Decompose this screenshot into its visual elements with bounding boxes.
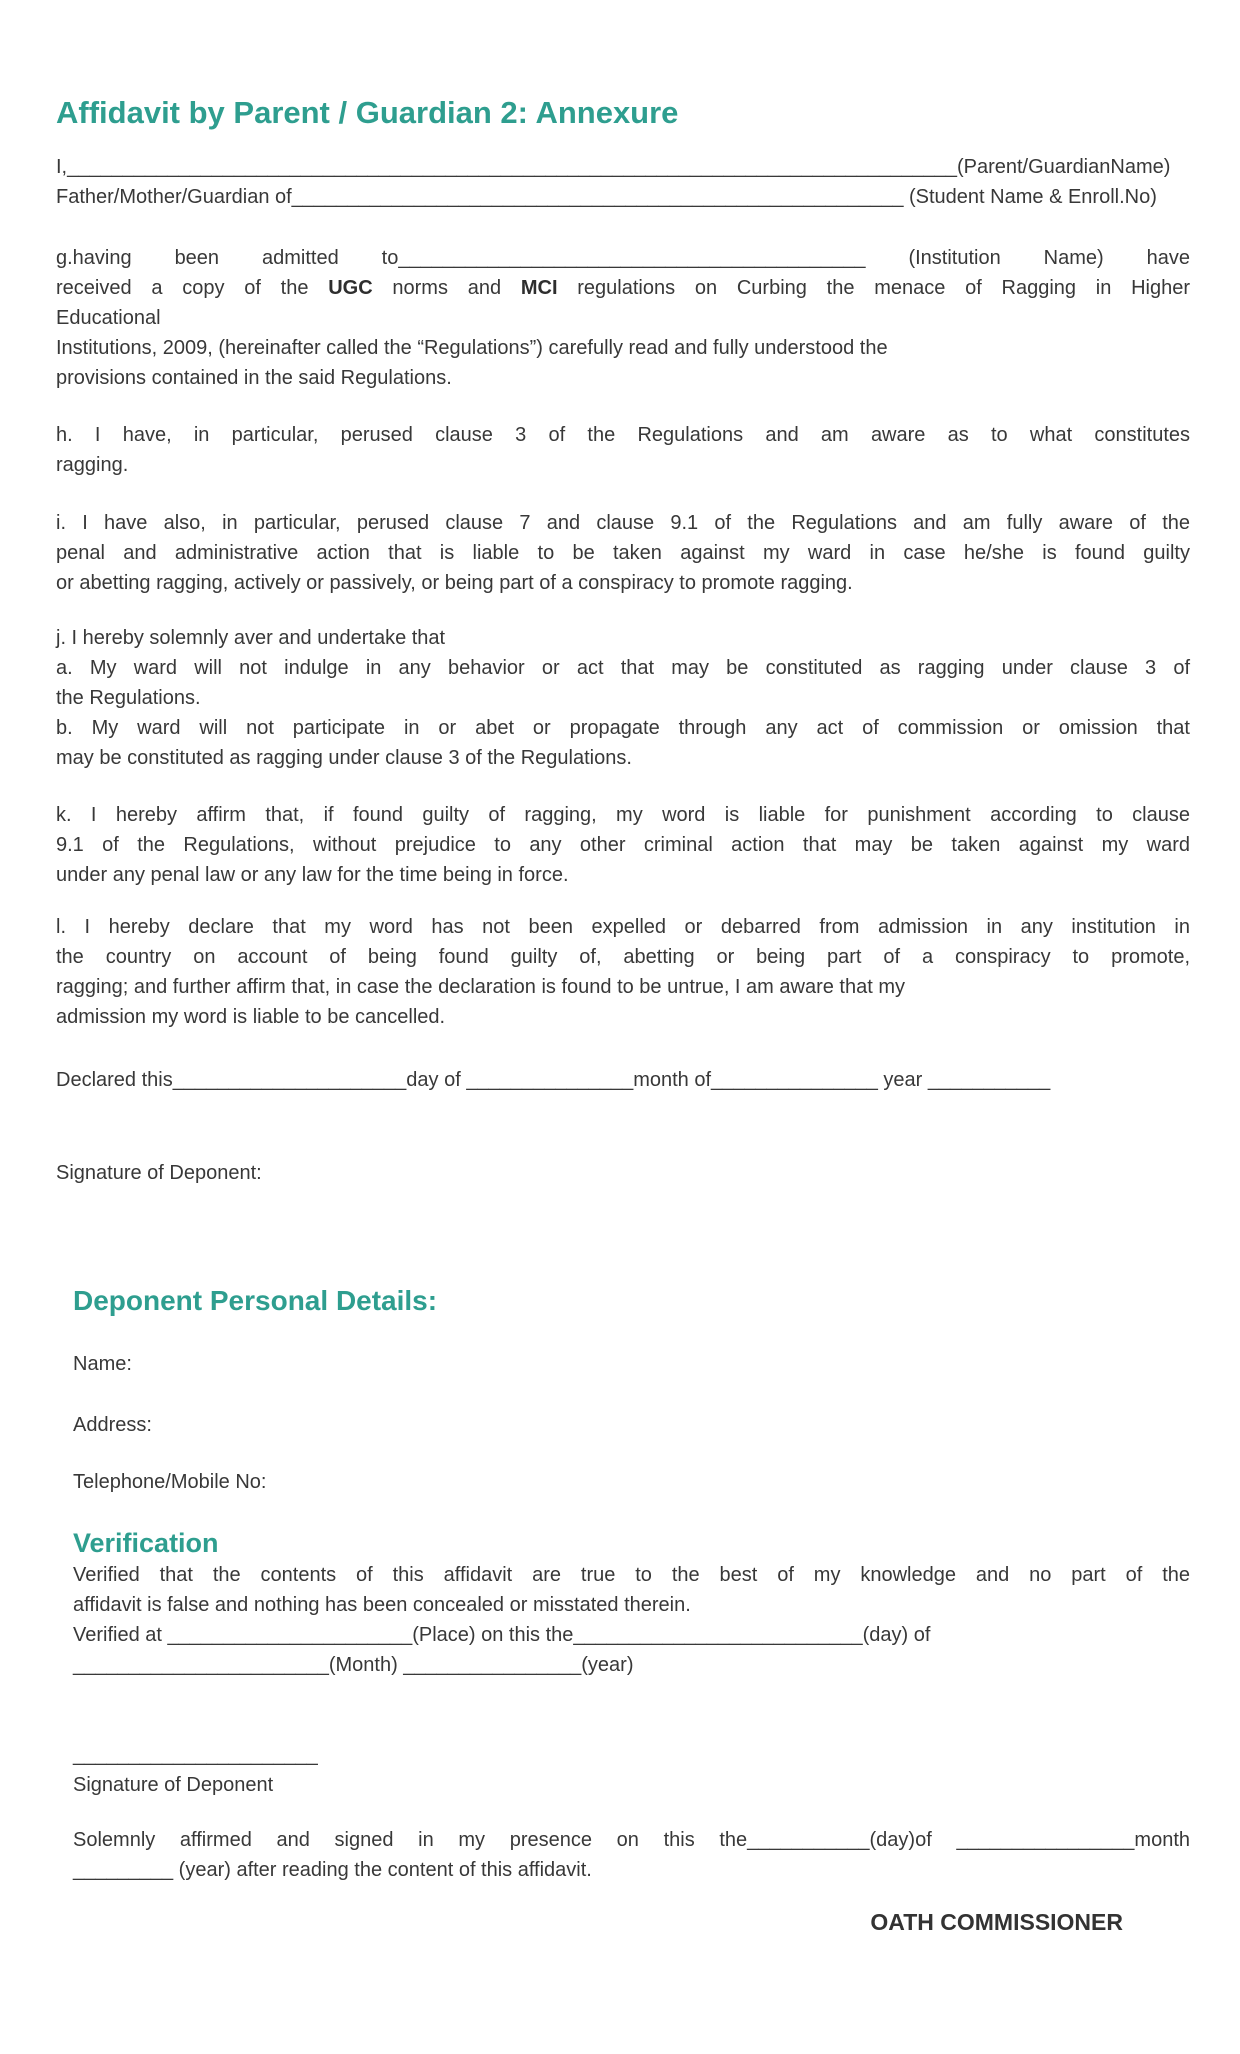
clause-h-line-1: h. I have, in particular, perused clause 3 of the Regulations and am aware as to what constitutes bbox=[56, 424, 1190, 446]
clause-l-line-3: ragging; and further affirm that, in case the declaration is found to be untrue, I am aware that my bbox=[56, 976, 905, 998]
signature-of-deponent-label: Signature of Deponent: bbox=[56, 1162, 262, 1184]
clause-j bbox=[56, 623, 1190, 773]
clause-i bbox=[56, 508, 1190, 598]
ugc-bold-text: UGC bbox=[328, 277, 373, 299]
clause-g-line-1: g.having been admitted to__________________________________________ (Institution Name) have bbox=[56, 247, 1190, 269]
oath-line-1: Solemnly affirmed and signed in my presence on this the___________(day)of ________________month bbox=[73, 1829, 1190, 1851]
clause-k-line-2: 9.1 of the Regulations, without prejudice to any other criminal action that may be taken against my ward bbox=[56, 834, 1190, 856]
clause-l-line-4: admission my word is liable to be cancelled. bbox=[56, 1006, 446, 1028]
intro-line-parent-name: I,________________________________________________________________________________(Parent/GuardianName) bbox=[56, 156, 1171, 178]
clause-j-line-5: may be constituted as ragging under clause 3 of the Regulations. bbox=[56, 747, 632, 769]
clause-k bbox=[56, 800, 1190, 890]
clause-j-line-2: a. My ward will not indulge in any behavior or act that may be constituted as ragging under clause 3 of bbox=[56, 657, 1190, 679]
signature-block bbox=[73, 1740, 1190, 1800]
clause-g-line-2-post: regulations on Curbing the menace of Ragging in Higher bbox=[557, 277, 1191, 299]
clause-g-line-3: Educational bbox=[56, 307, 161, 329]
field-name-label: Name: bbox=[73, 1353, 132, 1375]
declared-date-line: Declared this_____________________day of _______________month of_______________ year ___________ bbox=[56, 1069, 1051, 1091]
mci-bold-text: MCI bbox=[520, 277, 558, 299]
clause-i-line-1: i. I have also, in particular, perused clause 7 and clause 9.1 of the Regulations and am fully aware of the bbox=[56, 512, 1190, 534]
intro-block bbox=[56, 152, 1190, 212]
clause-g-line-2-mid: norms and bbox=[372, 277, 521, 299]
clause-g-line-2 bbox=[56, 273, 1190, 303]
clause-i-line-2: penal and administrative action that is liable to be taken against my ward in case he/she is found guilty bbox=[56, 542, 1190, 564]
oath-commissioner-label: OATH COMMISSIONER bbox=[870, 1909, 1123, 1935]
clause-l-line-1: l. I hereby declare that my word has not been expelled or debarred from admission in any institution in bbox=[56, 916, 1190, 938]
verification-line-1: Verified that the contents of this affidavit are true to the best of my knowledge and no part of the bbox=[73, 1564, 1190, 1586]
intro-line-student-name: Father/Mother/Guardian of_______________________________________________________ (Student Name & Enroll.No) bbox=[56, 186, 1157, 208]
verification-paragraph bbox=[73, 1560, 1190, 1680]
clause-g-line-4: Institutions, 2009, (hereinafter called the “Regulations”) carefully read and fully understood the bbox=[56, 337, 888, 359]
verification-place-day-line: Verified at ______________________(Place) on this the__________________________(day) of bbox=[73, 1624, 931, 1646]
clause-g-line-5: provisions contained in the said Regulations. bbox=[56, 367, 452, 389]
clause-j-line-4: b. My ward will not participate in or abet or propagate through any act of commission or omission that bbox=[56, 717, 1190, 739]
page-title: Affidavit by Parent / Guardian 2: Annexure bbox=[56, 95, 679, 130]
clause-h-line-2: ragging. bbox=[56, 454, 129, 476]
signature-block-label: Signature of Deponent bbox=[73, 1774, 274, 1796]
clause-i-line-3: or abetting ragging, actively or passively, or being part of a conspiracy to promote ragging. bbox=[56, 572, 853, 594]
clause-h bbox=[56, 420, 1190, 480]
oath-line-2: _________ (year) after reading the content of this affidavit. bbox=[73, 1859, 592, 1881]
clause-l bbox=[56, 912, 1190, 1032]
field-address-label: Address: bbox=[73, 1414, 152, 1436]
verification-heading: Verification bbox=[73, 1528, 219, 1558]
clause-g bbox=[56, 243, 1190, 393]
verification-line-2: affidavit is false and nothing has been concealed or misstated therein. bbox=[73, 1594, 691, 1616]
deponent-details-heading: Deponent Personal Details: bbox=[73, 1285, 438, 1316]
clause-g-line-2-pre: received a copy of the bbox=[56, 277, 329, 299]
clause-j-line-1: j. I hereby solemnly aver and undertake that bbox=[56, 627, 446, 649]
oath-commissioner-row bbox=[56, 1907, 1190, 1939]
clause-j-line-3: the Regulations. bbox=[56, 687, 201, 709]
clause-l-line-2: the country on account of being found guilty of, abetting or being part of a conspiracy to promote, bbox=[56, 946, 1190, 968]
oath-paragraph bbox=[73, 1825, 1190, 1885]
signature-line: ______________________ bbox=[73, 1744, 318, 1766]
verification-month-year-line: _______________________(Month) ________________(year) bbox=[73, 1654, 634, 1676]
clause-k-line-1: k. I hereby affirm that, if found guilty of ragging, my word is liable for punishment according to clause bbox=[56, 804, 1190, 826]
clause-k-line-3: under any penal law or any law for the time being in force. bbox=[56, 864, 569, 886]
field-telephone-label: Telephone/Mobile No: bbox=[73, 1471, 267, 1493]
